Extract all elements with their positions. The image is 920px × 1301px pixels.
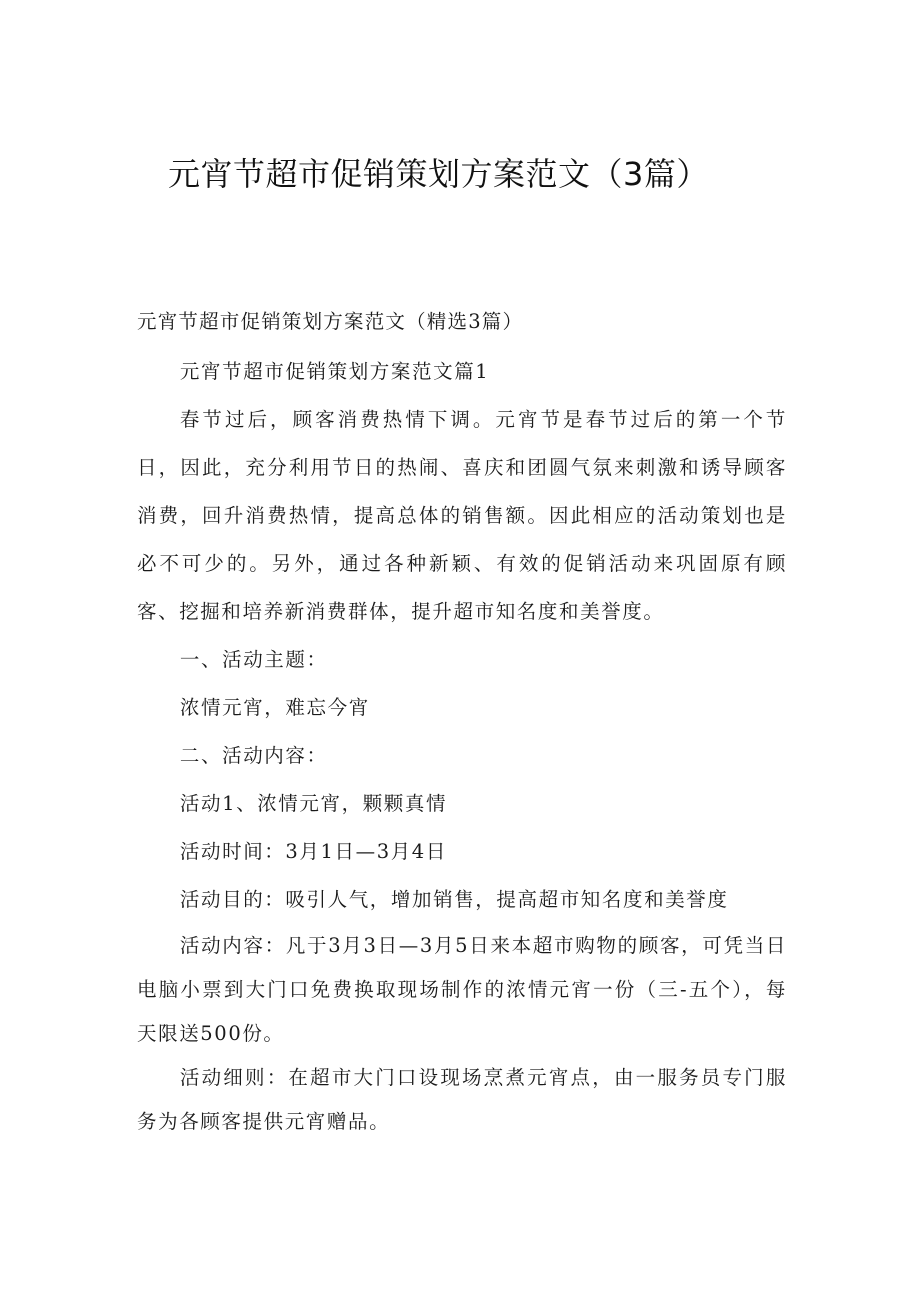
activity-time: 活动时间：3月1日—3月4日 xyxy=(179,840,447,863)
activity-rules: 活动细则：在超市大门口设现场烹煮元宵点，由一服务员专门服务为各顾客提供元宵赠品。 xyxy=(137,1066,787,1133)
activity-title: 活动1、浓情元宵，颗颗真情 xyxy=(179,792,448,815)
section-heading-theme: 一、活动主题： xyxy=(179,648,328,671)
document-body xyxy=(137,300,787,1144)
document-title: 元宵节超市促销策划方案范文（3篇） xyxy=(168,155,709,193)
article-heading: 元宵节超市促销策划方案范文篇1 xyxy=(179,360,490,383)
activity-content: 活动内容：凡于3月3日—3月5日来本超市购物的顾客，可凭当日电脑小票到大门口免费换取现场制作的浓情元宵一份（三-五个），每天限送500份。 xyxy=(137,934,787,1045)
document-subtitle: 元宵节超市促销策划方案范文（精选3篇） xyxy=(137,310,524,333)
intro-paragraph: 春节过后，顾客消费热情下调。元宵节是春节过后的第一个节日，因此，充分利用节日的热闹、喜庆和团圆气氛来刺激和诱导顾客消费，回升消费热情，提高总体的销售额。因此相应的活动策划也是必不可少的。另外，通过各种新颖、有效的促销活动来巩固原有顾客、挖掘和培养新消费群体，提升超市知名度和美誉度。 xyxy=(137,408,787,623)
activity-goal: 活动目的：吸引人气，增加销售，提高超市知名度和美誉度 xyxy=(179,888,729,911)
section-heading-content: 二、活动内容： xyxy=(179,744,328,767)
theme-text: 浓情元宵，难忘今宵 xyxy=(179,696,370,719)
